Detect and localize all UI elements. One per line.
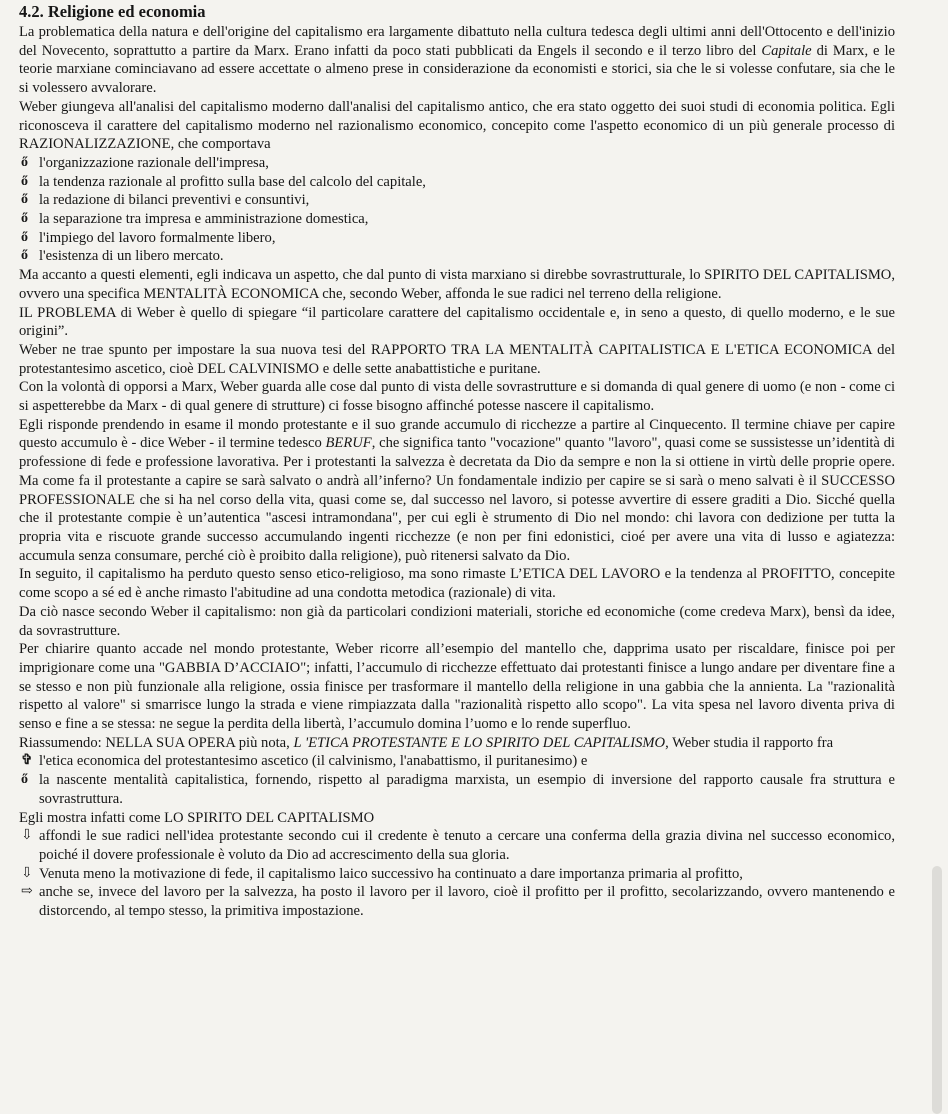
arrow-down-icon: ⇩ xyxy=(21,828,33,844)
section-title: 4.2. Religione ed economia xyxy=(19,2,206,21)
list-item: ⇩ affondi le sue radici nell'idea protestante secondo cui il credente è tenuto a cercare una conferma della grazia divina nel successo economico, poiché il dovere professionale è voluto da Dio ad accrescimento della sua gloria. xyxy=(21,828,895,863)
paragraph-beruf: Egli risponde prendendo in esame il mondo protestante e il suo grande accumulo di ricchezze a partire al Cinquecento. Il termine chiave per capire questo accumulo è - dice Weber - il termine tedesco BERUF, che significa tanto "vocazione" quanto "lavoro", quasi come se sussistesse un’identità di professione di fede e professione lavorativa. Per i protestanti la salvezza è decretata da Dio da sempre e non la si ottiene in virtù delle proprie opere. Ma come fa il protestante a capire se sarà salvato o andrà all’inferno? Un fondamentale indizio per capire se si sarà o meno salvati è il SUCCESSO PROFESSIONALE che si ha nel corso della vita, quasi come se, dal successo nel lavoro, si potesse avvertire di essere graditi a Dio. Sicché quella che il protestante compie è un’autentica "ascesi intramondana", per cui egli è strumento di Dio nel mondo: chi lavora con dedizione per tutta la propria vita e riscuote grande successo accumulando ingenti ricchezze (e non per fini edonistici, cioé per avere una vita di lusso e agiatezza: accumula senza consumare, perché ciò è proibito dalla religione), può ritenersi salvato da Dio. xyxy=(19,416,895,564)
paragraph-etica-lavoro: In seguito, il capitalismo ha perduto questo senso etico-religioso, ma sono rimaste L’ETICA DEL LAVORO e la tendenza al PROFITTO, concepite come scopo a sé ed è anche rimasto l'abitudine ad una condotta metodica (razionale) di vita. xyxy=(19,566,895,602)
list-item: ⇨ anche se, invece del lavoro per la salvezza, ha posto il lavoro per il lavoro, cioè il profitto per il profitto, secolarizzando, ovvero mantenendo e distorcendo, al tempo stesso, la primitiva impostazione. xyxy=(21,884,895,920)
list-item: ő l'organizzazione razionale dell'impresa, xyxy=(21,154,269,171)
paragraph-gabbia: Per chiarire quanto accade nel mondo protestante, Weber ricorre all’esempio del mantello che, dapprima usato per riscaldare, finisce poi per imprigionare come una "GABBIA D’ACCIAIO"; infatti, l’accumulo di ricchezze effettuato dai protestanti finisce a lungo andare per diventare fine a se stesso e non più funzionale alla religione, ossia finisce per trasformare il mantello della religione in una gabbia che la annienta. La "razionalità rispetto al valore" si smarrisce lungo la strada e viene rimpiazzata dalla "razionalità rispetto allo scopo". La vita spesa nel lavoro diventa priva di senso e fine a se stessa: ne segue la perdita della libertà, l’accumulo domina l’uomo e lo rende superfluo. xyxy=(19,641,895,733)
bullet-icon: ő xyxy=(21,192,28,208)
list-item: ő l'impiego del lavoro formalmente libero, xyxy=(21,229,276,246)
arrow-right-icon: ⇨ xyxy=(21,884,33,900)
paragraph-intro: La problematica della natura e dell'origine del capitalismo era largamente dibattuto nella cultura tedesca degli ultimi anni dell'Ottocento e dell'inizio del Novecento, soprattutto a partire da Marx. Erano infatti da poco stati pubblicati da Engels il secondo e il terzo libro del Capitale di Marx, e le teorie marxiane cominciavano ad essere accettate o almeno prese in considerazione da economisti e storici, sia che le si volesse confutare, sia che le si volessero avvalorare. xyxy=(19,24,895,97)
list-item: ✞ l'etica economica del protestantesimo ascetico (il calvinismo, l'anabattismo, il puritanesimo) e xyxy=(21,753,588,770)
book-title-etica: L 'ETICA PROTESTANTE E LO SPIRITO DEL CAPITALISMO xyxy=(293,734,666,751)
list-item: ⇩ Venuta meno la motivazione di fede, il capitalismo laico successivo ha continuato a dare importanza primaria al profitto, xyxy=(21,865,743,882)
list-relationship xyxy=(19,752,895,808)
paragraph-tesi: Weber ne trae spunto per impostare la sua nuova tesi del RAPPORTO TRA LA MENTALITÀ CAPITALISTICA E L'ETICA ECONOMICA del protestantesimo ascetico, cioè DEL CALVINISMO e delle sette anabattistiche e puritane. xyxy=(19,341,895,377)
list-item: ő la redazione di bilanci preventivi e consuntivi, xyxy=(21,192,310,209)
document-page xyxy=(19,0,895,921)
paragraph-problema: IL PROBLEMA di Weber è quello di spiegare “il particolare carattere del capitalismo occidentale e, in seno a questo, di quello moderno, e le sue origini”. xyxy=(19,304,895,340)
list-item: ő la tendenza razionale al profitto sulla base del calcolo del capitale, xyxy=(21,173,426,190)
list-item: ő la nascente mentalità capitalistica, fornendo, rispetto al paradigma marxista, un esempio di inversione del rapporto causale fra struttura e sovrastruttura. xyxy=(21,772,895,807)
list-item: ő la separazione tra impresa e amministrazione domestica, xyxy=(21,211,369,228)
bullet-icon: ő xyxy=(21,772,28,788)
paragraph-idee: Da ciò nasce secondo Weber il capitalismo: non già da particolari condizioni materiali, storiche ed economiche (come credeva Marx), bensì da idee, da sovrastrutture. xyxy=(19,603,895,639)
paragraph-razionalizzazione: Weber giungeva all'analisi del capitalismo moderno dall'analisi del capitalismo antico, che era stato oggetto dei suoi studi di economia politica. Egli riconosceva il carattere del capitalismo moderno nel razionalismo economico, concepito come l'aspetto economico di un più generale processo di RAZIONALIZZAZIONE, che comportava xyxy=(19,98,895,153)
scrollbar[interactable] xyxy=(932,866,942,1114)
bullet-icon: ő xyxy=(21,248,28,264)
paragraph-riassunto: Riassumendo: NELLA SUA OPERA più nota, L 'ETICA PROTESTANTE E LO SPIRITO DEL CAPITALISMO, Weber studia il rapporto fra xyxy=(19,734,834,751)
arrow-down-icon: ⇩ xyxy=(21,865,33,881)
book-title-capitale: Capitale xyxy=(761,42,812,59)
bullet-icon: ő xyxy=(21,173,28,189)
cross-icon: ✞ xyxy=(21,753,33,769)
paragraph-spirito-capitalismo: Egli mostra infatti come LO SPIRITO DEL CAPITALISMO xyxy=(19,809,375,826)
paragraph-marx: Con la volontà di opporsi a Marx, Weber guarda alle cose dal punto di vista delle sovrastrutture e si domanda di qual genere di uomo (e non - come ci si aspetterebbe da Marx - di qual genere di strutture) ci fosse bisogno affinché potesse nascere il capitalismo. xyxy=(19,379,895,415)
paragraph-spirito: Ma accanto a questi elementi, egli indicava un aspetto, che dal punto di vista marxiano si direbbe sovrastrutturale, lo SPIRITO DEL CAPITALISMO, ovvero una specifica MENTALITÀ ECONOMICA che, secondo Weber, affonda le sue radici nel terreno della religione. xyxy=(19,267,895,302)
list-rationalization-features xyxy=(19,154,895,266)
list-item: ő l'esistenza di un libero mercato. xyxy=(21,248,224,265)
bullet-icon: ő xyxy=(21,211,28,227)
list-arrows xyxy=(19,827,895,921)
bullet-icon: ő xyxy=(21,229,28,245)
bullet-icon: ő xyxy=(21,154,28,170)
term-beruf: BERUF xyxy=(325,435,372,452)
